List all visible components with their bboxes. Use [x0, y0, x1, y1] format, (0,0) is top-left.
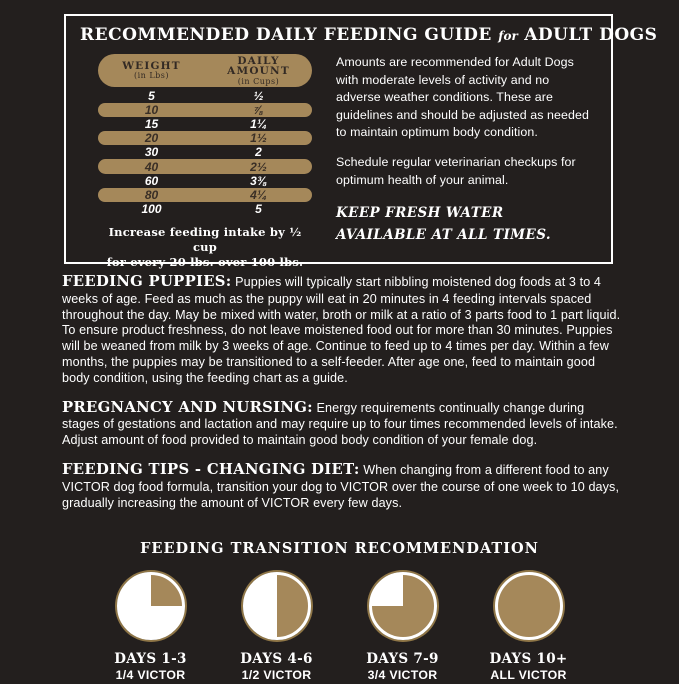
table-row: [98, 188, 312, 202]
step-amount-label: ALL VICTOR: [490, 668, 567, 683]
guide-title-part2: ADULT DOGS: [524, 25, 658, 45]
body-sections: [62, 273, 622, 524]
amount-cell: ⅞: [253, 103, 264, 118]
step-amount-label: 3/4 VICTOR: [367, 668, 438, 683]
transition-step: [479, 572, 579, 684]
step-days-label: DAYS 4-6: [240, 651, 313, 667]
weight-header: [98, 61, 205, 81]
feeding-transition-section: [0, 540, 679, 684]
transition-title: FEEDING TRANSITION RECOMMENDATION: [140, 540, 539, 557]
weight-cell: 80: [144, 187, 159, 202]
pie-chart-icon: [369, 572, 437, 640]
pie-chart-icon: [117, 572, 185, 640]
amount-header: [205, 56, 312, 86]
step-days-label: DAYS 1-3: [114, 651, 187, 667]
amount-cell: 5: [255, 201, 262, 216]
note-line-2: for every 20 lbs. over 100 lbs.: [106, 254, 304, 269]
transition-step: [353, 572, 453, 684]
table-row: [98, 174, 312, 188]
weight-cell: 15: [144, 117, 159, 132]
table-row: [98, 103, 312, 117]
pie-chart-icon: [495, 572, 563, 640]
amount-header-sub: (in Cups): [237, 76, 280, 86]
guide-title: [80, 25, 658, 45]
section-body-feeding-tips: When changing from a different food to any VICTOR dog food formula, transition your dog to VICTOR over the course of one week to 10 days, gradually increasing the amount of VICTOR every few days.: [62, 463, 620, 510]
section-heading-pregnancy-nursing: PREGNANCY AND NURSING:: [62, 398, 313, 416]
table-row: [98, 159, 312, 173]
amount-cell: 1½: [250, 131, 267, 146]
amount-cell: 3⅜: [250, 173, 267, 188]
transition-steps: [0, 572, 679, 684]
fresh-water-notice: KEEP FRESH WATER AVAILABLE AT ALL TIMES.: [336, 205, 551, 243]
section-heading-feeding-puppies: FEEDING PUPPIES:: [62, 273, 232, 290]
weight-cell: 100: [141, 201, 162, 216]
table-row: [98, 89, 312, 103]
feeding-table-note: [98, 225, 312, 270]
table-row: [98, 202, 312, 216]
guide-info-column: [312, 54, 597, 270]
feeding-guide-box: [64, 14, 658, 269]
pie-chart-icon: [243, 572, 311, 640]
feeding-table-rows: [98, 89, 312, 216]
weight-cell: 30: [144, 145, 159, 160]
weight-header-label: WEIGHT: [122, 59, 181, 72]
amount-cell: ½: [253, 89, 264, 104]
table-row: [98, 117, 312, 131]
guide-box-content: [80, 54, 597, 270]
guide-title-part1: RECOMMENDED DAILY FEEDING GUIDE: [80, 25, 492, 45]
transition-step: [101, 572, 201, 684]
table-row: [98, 145, 312, 159]
weight-cell: 40: [144, 159, 159, 174]
section-pregnancy-nursing: [62, 399, 622, 449]
info-paragraph-veterinarian: Schedule regular veterinarian checkups for optimum health of your animal.: [336, 155, 576, 187]
step-amount-label: 1/2 VICTOR: [241, 668, 312, 683]
step-days-label: DAYS 10+: [489, 651, 568, 667]
section-feeding-puppies: [62, 273, 622, 387]
weight-cell: 10: [144, 103, 159, 118]
weight-cell: 5: [148, 89, 155, 104]
feeding-table: [98, 54, 312, 270]
amount-cell: 2: [255, 145, 262, 160]
note-line-1: Increase feeding intake by ½ cup: [108, 224, 302, 254]
guide-title-for: for: [498, 29, 518, 43]
section-body-pregnancy-nursing: Energy requirements continually change during stages of gestations and lactation and may require up to four times recommended levels of intake. Adjust amount of food provided to maintain good body condition of your female dog.: [62, 400, 618, 448]
info-paragraph-activity: Amounts are recommended for Adult Dogs with moderate levels of activity and no adverse weather conditions. These are guidelines and should be adjusted as needed to maintain optimum body condition.: [336, 55, 590, 140]
section-heading-feeding-tips: FEEDING TIPS - CHANGING DIET:: [62, 461, 360, 479]
weight-header-sub: (in Lbs): [133, 71, 170, 81]
weight-cell: 20: [144, 131, 159, 146]
step-days-label: DAYS 7-9: [366, 651, 439, 667]
step-amount-label: 1/4 VICTOR: [115, 668, 186, 683]
table-row: [98, 131, 312, 145]
amount-cell: 1¼: [250, 117, 267, 132]
transition-step: [227, 572, 327, 684]
amount-cell: 4¼: [250, 187, 267, 202]
feeding-table-header: [98, 54, 312, 87]
section-feeding-tips: [62, 461, 622, 511]
amount-header-label: DAILY AMOUNT: [227, 54, 290, 77]
amount-cell: 2½: [250, 159, 267, 174]
weight-cell: 60: [144, 173, 159, 188]
section-body-feeding-puppies: Puppies will typically start nibbling moistened dog foods at 3 to 4 weeks of age. Feed as much as the puppy will eat in 20 minutes in 4 feeding intervals spaced throughout the day. May be mixed with water, broth or milk at a ratio of 3 parts food to 1 part liquid. To ensure product freshness, do not leave moistened food out for more than 30 minutes. Puppies will be weaned from milk by 3 weeks of age. Continue to feed up to 4 times per day. Within a few months, the puppies may be transitioned to a self-feeder. After age one, feed to maintain good body condition, using the feeding chart as a guide.: [62, 275, 621, 385]
